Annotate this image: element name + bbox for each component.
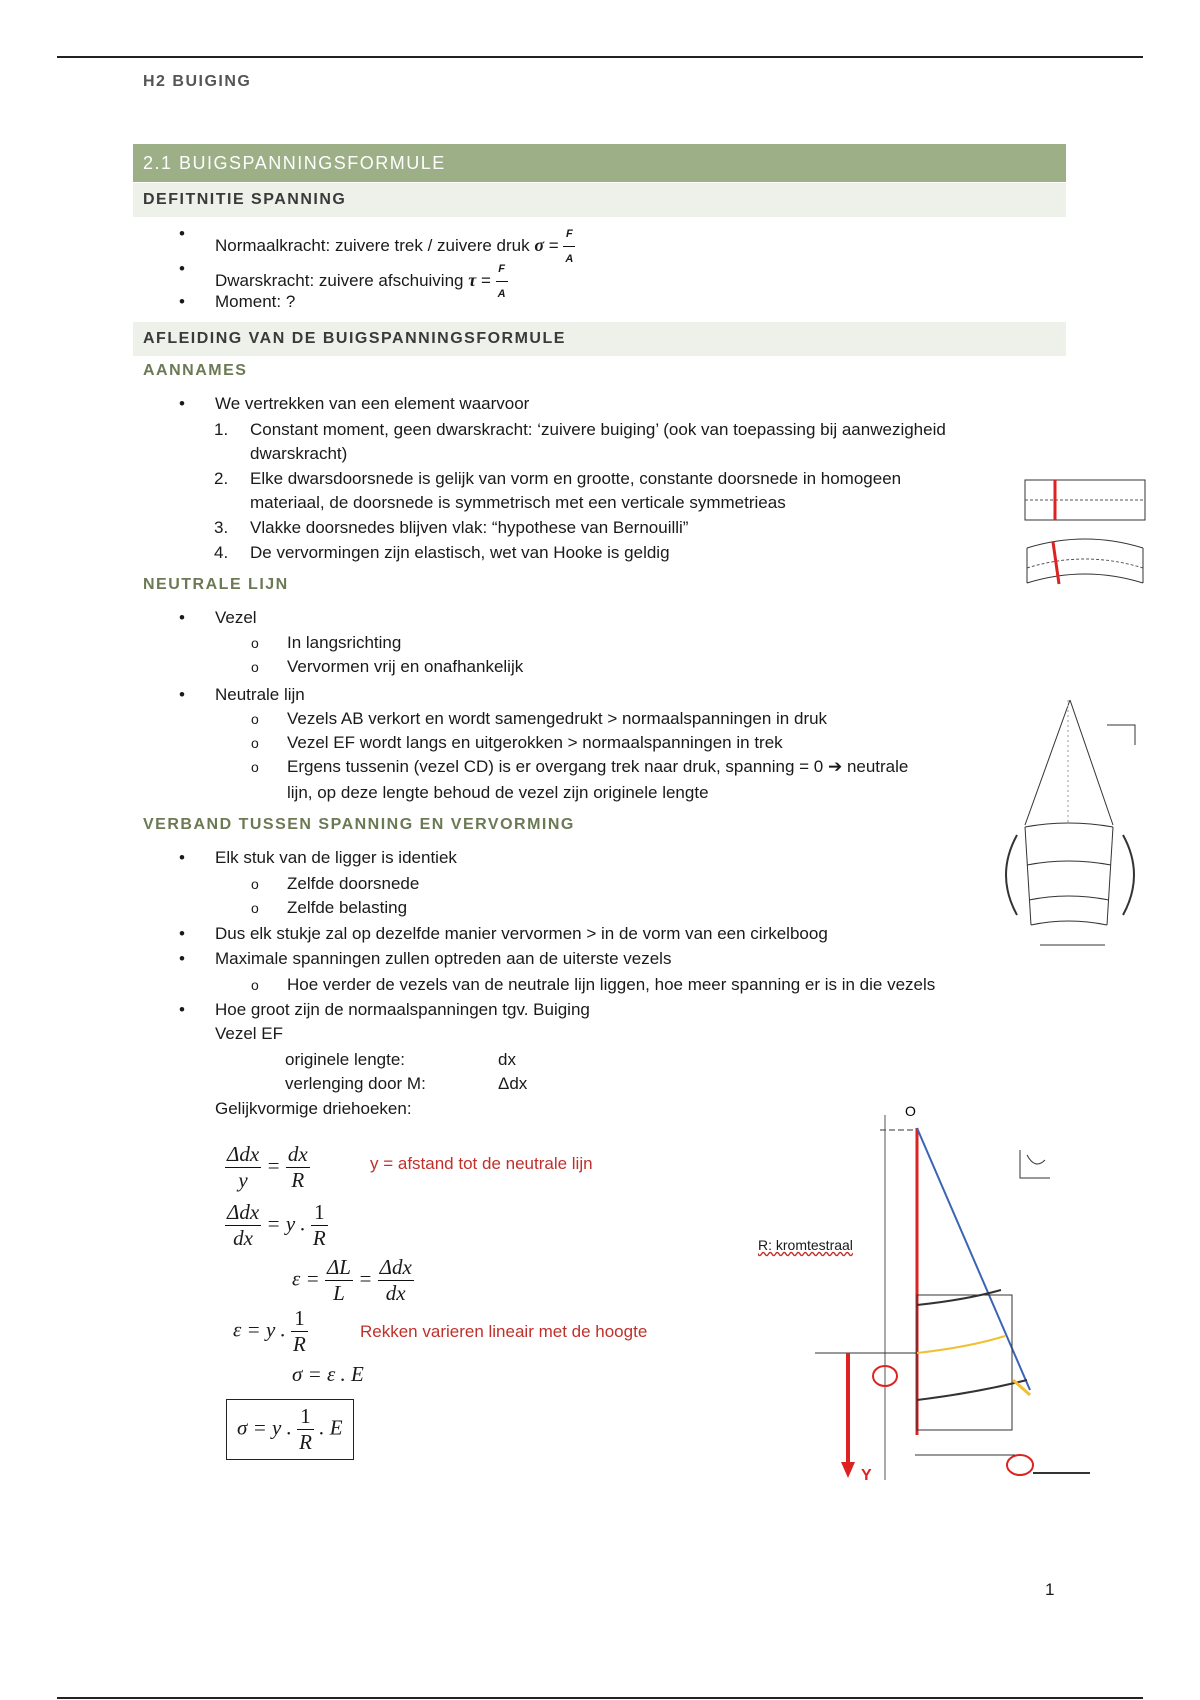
sub-item: o Zelfde belasting (287, 896, 407, 920)
eq-strain: ε = y . $\frac{1}{R}$ (233, 1306, 306, 1356)
bending-figure (995, 695, 1160, 955)
note-y: y = afstand tot de neutrale lijn (370, 1154, 593, 1173)
afleiding-title: AFLEIDING VAN DE BUIGSPANNINGSFORMULE (133, 322, 1066, 356)
list-item: • We vertrekken van een element waarvoor (215, 392, 529, 416)
neutrale-title: NEUTRALE LIJN (143, 576, 289, 593)
vezel-ef-label: Vezel EF (215, 1024, 284, 1043)
list-item: • Dwarskracht: zuivere afschuiving τ = $\frac{F}{A}$ (215, 257, 508, 306)
bottom-rule (57, 1697, 1143, 1699)
svg-text:O: O (905, 1103, 916, 1119)
aannames-title: AANNAMES (143, 362, 248, 379)
list-item: • Neutrale lijn (215, 683, 305, 707)
beam-figure (1005, 468, 1165, 600)
gelijk-label: Gelijkvormige driehoeken: (215, 1099, 412, 1118)
kromte-label: R: kromtestraal (758, 1237, 853, 1253)
svg-text:Y: Y (861, 1467, 872, 1484)
page-number: 1 (1045, 1580, 1055, 1599)
numbered-item: 4. De vervormingen zijn elastisch, wet van Hooke is geldig (214, 543, 670, 562)
curvature-figure (805, 1100, 1095, 1485)
sub-item: o Vervormen vrij en onafhankelijk (287, 655, 523, 679)
list-item: • Maximale spanningen zullen optreden aan de uiterste vezels (215, 947, 671, 971)
verl-label: verlenging door M: (285, 1074, 426, 1093)
note-linear: Rekken varieren lineair met de hoogte (360, 1322, 648, 1341)
sub-item: o Hoe verder de vezels van de neutrale lijn liggen, hoe meer spanning er is in die vezels (287, 973, 935, 997)
orig-label: originele lengte: (285, 1050, 406, 1069)
orig-value: dx (498, 1050, 516, 1069)
list-item: • Hoe groot zijn de normaalspanningen tgv. Buiging (215, 998, 590, 1022)
numbered-item: 1. Constant moment, geen dwarskracht: ‘zuivere buiging’ (ook van toepassing bij aanwezigheid dwarskracht) (214, 420, 946, 463)
eq-hooke: σ = ε . E (292, 1362, 364, 1386)
sub-item: o Vezels AB verkort en wordt samengedrukt > normaalspanningen in druk (287, 707, 827, 731)
eq-boxed: σ = y . $\frac{1}{R}$ . E (226, 1399, 354, 1460)
eq-strain-def: ε = $\frac{\Delta L}{L}$ = $\frac{\text{Δdx}}{dx}$ (292, 1255, 412, 1305)
verl-value: Δdx (498, 1074, 528, 1093)
sub-item-cont: lijn, op deze lengte behoud de vezel zijn originele lengte (287, 783, 709, 802)
eq-similar-triangles: $\frac{\text{Δdx}}{y}$ = $\frac{dx}{R}$ (227, 1142, 308, 1192)
list-item: • Moment: ? (215, 290, 295, 314)
list-item: • Vezel (215, 606, 257, 630)
list-item: • Normaalkracht: zuivere trek / zuivere druk σ = $\frac{F}{A}$ (215, 222, 575, 271)
section-title: 2.1 BUIGSPANNINGSFORMULE (133, 144, 1066, 182)
sub-item: o In langsrichting (287, 631, 401, 655)
top-rule (57, 56, 1143, 58)
numbered-item: 3. Vlakke doorsnedes blijven vlak: “hypothese van Bernouilli” (214, 518, 689, 537)
list-item: • Elk stuk van de ligger is identiek (215, 846, 457, 870)
verband-title: VERBAND TUSSEN SPANNING EN VERVORMING (143, 816, 575, 833)
eq-ratio: $\frac{\text{Δdx}}{dx}$ = y . $\frac{1}{R}$ (227, 1200, 326, 1250)
page-header: H2 BUIGING (143, 73, 252, 90)
list-item: • Dus elk stukje zal op dezelfde manier vervormen > in de vorm van een cirkelboog (215, 922, 828, 946)
definitie-title: DEFITNITIE SPANNING (133, 183, 1066, 217)
sub-item: o Vezel EF wordt langs en uitgerokken > normaalspanningen in trek (287, 731, 783, 755)
sub-item: o Ergens tussenin (vezel CD) is er overgang trek naar druk, spanning = 0 ➔ neutrale (287, 755, 908, 779)
numbered-item: 2. Elke dwarsdoorsnede is gelijk van vorm en grootte, constante doorsnede in homogeen materiaal, de doorsnede is symmetrisch met een verticale symmetrieas (214, 469, 902, 512)
sub-item: o Zelfde doorsnede (287, 872, 419, 896)
